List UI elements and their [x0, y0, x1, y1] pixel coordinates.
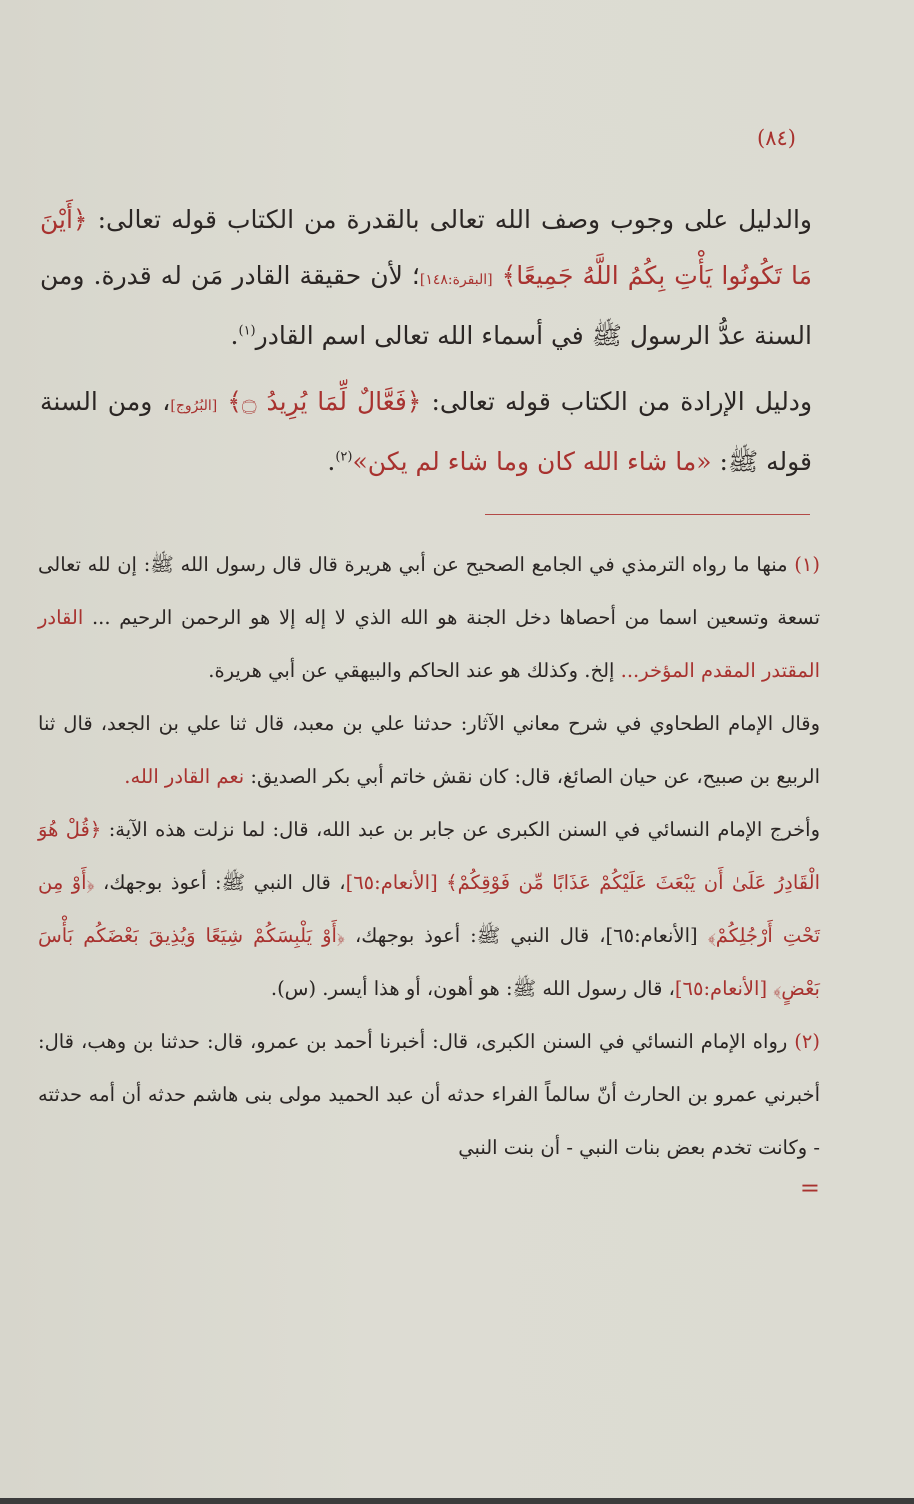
verse-ref-buruj: [البُرُوج] [170, 398, 218, 414]
footnote-1-text-b: إلخ. وكذلك هو عند الحاكم والبيهقي عن أبي هريرة. [208, 659, 615, 682]
footnotes [38, 538, 821, 1202]
footnote-mark-2[interactable]: (٢) [335, 449, 353, 465]
ring-inscription: نعم القادر الله. [124, 765, 245, 788]
footnote-mark-1[interactable]: (١) [238, 323, 256, 339]
verse-buruj: ﴿فَعَّالٌ لِّمَا يُرِيدُ ۝﴾ [227, 387, 422, 416]
power-explanation: ؛ لأن حقيقة القادر مَن له قدرة. ومن السنة عدُّ الرسول ﷺ في أسماء الله تعالى اسم القادر [40, 261, 812, 350]
page-number: (٨٤) [757, 126, 796, 150]
footnote-divider [485, 514, 810, 515]
footnote-2 [38, 1015, 820, 1202]
nasai-text-b: ، قال النبي ﷺ: أعوذ بوجهك، [103, 871, 346, 894]
footnote-number-2: (٢) [794, 1030, 820, 1053]
main-text [40, 192, 812, 490]
paragraph-will [40, 374, 812, 490]
verse-anam-1: ﴿قُلْ هُوَ الْقَادِرُ عَلَىٰ أَن يَبْعَثَ عَلَيْكُمْ عَذَابًا مِّن فَوْقِكُمْ﴾ [الأنعام:٦٥] [38, 818, 821, 894]
footnote-2-text: رواه الإمام النسائي في السنن الكبرى، قال: أخبرنا أحمد بن عمرو، قال: حدثنا بن وهب، قال: أخبرني عمرو بن الحارث أنّ سالماً الفراء حدثه أن عبد الحميد مولى بنى هاشم حدثه أن أمه حدثته - وكانت تخدم بعض بنات النبي - أن بنت النبي [38, 1030, 820, 1159]
verse-ref-baqarah: [البقرة:١٤٨] [419, 272, 493, 288]
verse-baqarah: ﴿أَيْنَ مَا تَكُونُوا يَأْتِ بِكُمُ اللَّهُ جَمِيعًا﴾ [40, 205, 813, 290]
power-end: . [230, 321, 239, 350]
footnote-1 [38, 538, 820, 697]
will-lead: ودليل الإرادة من الكتاب قوله تعالى: [431, 387, 813, 416]
hadith-quote: «ما شاء الله كان وما شاء لم يكن» [352, 447, 712, 476]
will-mid: ، ومن السنة قوله ﷺ: [40, 387, 812, 476]
footnote-1-tahawi [38, 697, 820, 803]
paragraph-power [40, 192, 812, 364]
verse-anam-3: ﴿أَوْ يَلْبِسَكُمْ شِيَعًا وَيُذِيقَ بَعْضَكُم بَأْسَ بَعْضٍ﴾ [الأنعام:٦٥] [38, 924, 820, 1000]
page-bottom-edge [0, 1498, 914, 1504]
nasai-text-d: ، قال رسول الله ﷺ: هو أهون، أو هذا أيسر. (س). [270, 977, 675, 1000]
nasai-text-c: [الأنعام:٦٥]، قال النبي ﷺ: أعوذ بوجهك، [355, 924, 698, 947]
will-end: . [327, 447, 336, 476]
tahawi-text: وقال الإمام الطحاوي في شرح معاني الآثار: حدثنا علي بن معبد، قال ثنا علي بن الجعد، قال ثنا الربيع بن صبيح، عن حيان الصائغ، قال: كان نقش خاتم أبي بكر الصديق: [38, 712, 820, 788]
power-lead: والدليل على وجوب وصف الله تعالى بالقدرة من الكتاب قوله تعالى: [97, 205, 812, 234]
nasai-text-a: وأخرج الإمام النسائي في السنن الكبرى عن جابر بن عبد الله، قال: لما نزلت هذه الآية: [108, 818, 820, 841]
footnote-1-text-a: منها ما رواه الترمذي في الجامع الصحيح عن أبي هريرة قال قال رسول الله ﷺ: إن لله تعالى تسعة وتسعين اسما من أحصاها دخل الجنة هو الله الذي لا إله إلا هو الرحمن الرحيم ... [38, 553, 820, 629]
divine-names: القادر المقتدر المقدم المؤخر... [38, 606, 820, 682]
footnote-number-1: (١) [794, 553, 820, 576]
footnote-1-nasai [38, 803, 820, 1015]
continuation-mark: = [799, 1174, 820, 1202]
verse-anam-2: ﴿أَوْ مِن تَحْتِ أَرْجُلِكُمْ﴾ [38, 871, 820, 947]
